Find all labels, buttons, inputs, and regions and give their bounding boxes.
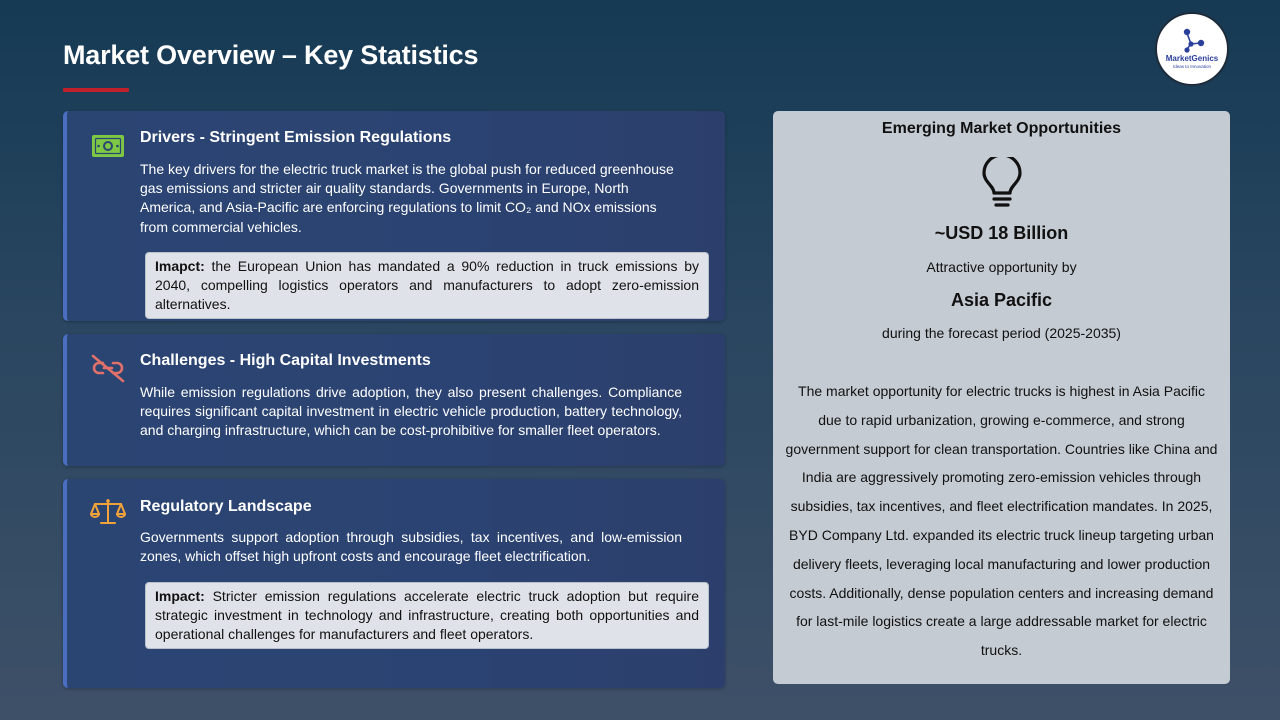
broken-link-icon (89, 353, 127, 383)
drivers-heading: Drivers - Stringent Emission Regulations (140, 129, 452, 146)
title-underline (63, 88, 129, 92)
challenges-heading: Challenges - High Capital Investments (140, 352, 431, 369)
regulatory-heading: Regulatory Landscape (140, 498, 312, 515)
opportunity-heading: Emerging Market Opportunities (881, 120, 1122, 137)
opportunity-subtitle: Attractive opportunity by (926, 259, 1077, 275)
opportunity-body: The market opportunity for electric trucks is highest in Asia Pacific due to rapid urbanization, growing e-commerce, and strong government support for clean transportation. Countries like China and India are aggressively promoting zero-emission vehicles through subsidies, tax incentives, and fleet electrification mandates. In 2025, BYD Company Ltd. expanded its electric truck lineup targeting urban delivery fleets, leveraging local manufacturing and lower production costs. Additionally, dense population centers and increasing demand for last-mile logistics create a large addressable market for electric trucks. (785, 383, 1218, 659)
logo-brand: MarketGenics (1165, 54, 1219, 63)
money-bill-icon (89, 131, 127, 161)
impact-text: Stricter emission regulations accelerate electric truck adoption but require strategic investment in technology and infrastructure, creating both opportunities and operational challenges for manufacturers and fleet operators. (155, 588, 699, 642)
regulatory-body: Governments support adoption through subsidies, tax incentives, and low-emission zones, which offset high upfront costs and encourage fleet electrification. (140, 529, 682, 565)
lightbulb-icon (979, 157, 1025, 211)
company-logo (1155, 12, 1229, 86)
regulatory-impact-box (145, 582, 709, 649)
opportunity-period: during the forecast period (2025-2035) (882, 325, 1121, 341)
opportunity-value: ~USD 18 Billion (934, 223, 1069, 243)
drivers-body: The key drivers for the electric truck market is the global push for reduced greenhouse gas emissions and stricter air quality standards. Governments in Europe, North America, and Asia-Pacific are enforcing regulations to limit CO₂ and NOx emissions from commercial vehicles. (140, 161, 674, 235)
impact-label: Impact: (155, 588, 205, 604)
molecule-icon (1157, 14, 1227, 84)
balance-scale-icon (89, 497, 127, 527)
impact-text: the European Union has mandated a 90% reduction in truck emissions by 2040, compelling logistics operators and manufacturers to adopt zero-emission alternatives. (155, 258, 699, 312)
challenges-body: While emission regulations drive adoption, they also present challenges. Compliance requires significant capital investment in electric vehicle production, battery technology, and charging infrastructure, which can be cost-prohibitive for smaller fleet operators. (140, 384, 682, 439)
opportunity-panel (773, 111, 1230, 684)
drivers-card (63, 111, 725, 321)
drivers-impact-box (145, 252, 709, 319)
regulatory-card (63, 479, 725, 688)
impact-label: Imapct: (155, 258, 205, 274)
logo-tagline: Ideas to Innovation (1172, 64, 1212, 69)
page-title: Market Overview – Key Statistics (63, 40, 479, 70)
opportunity-region: Asia Pacific (950, 290, 1053, 310)
challenges-card (63, 334, 725, 466)
